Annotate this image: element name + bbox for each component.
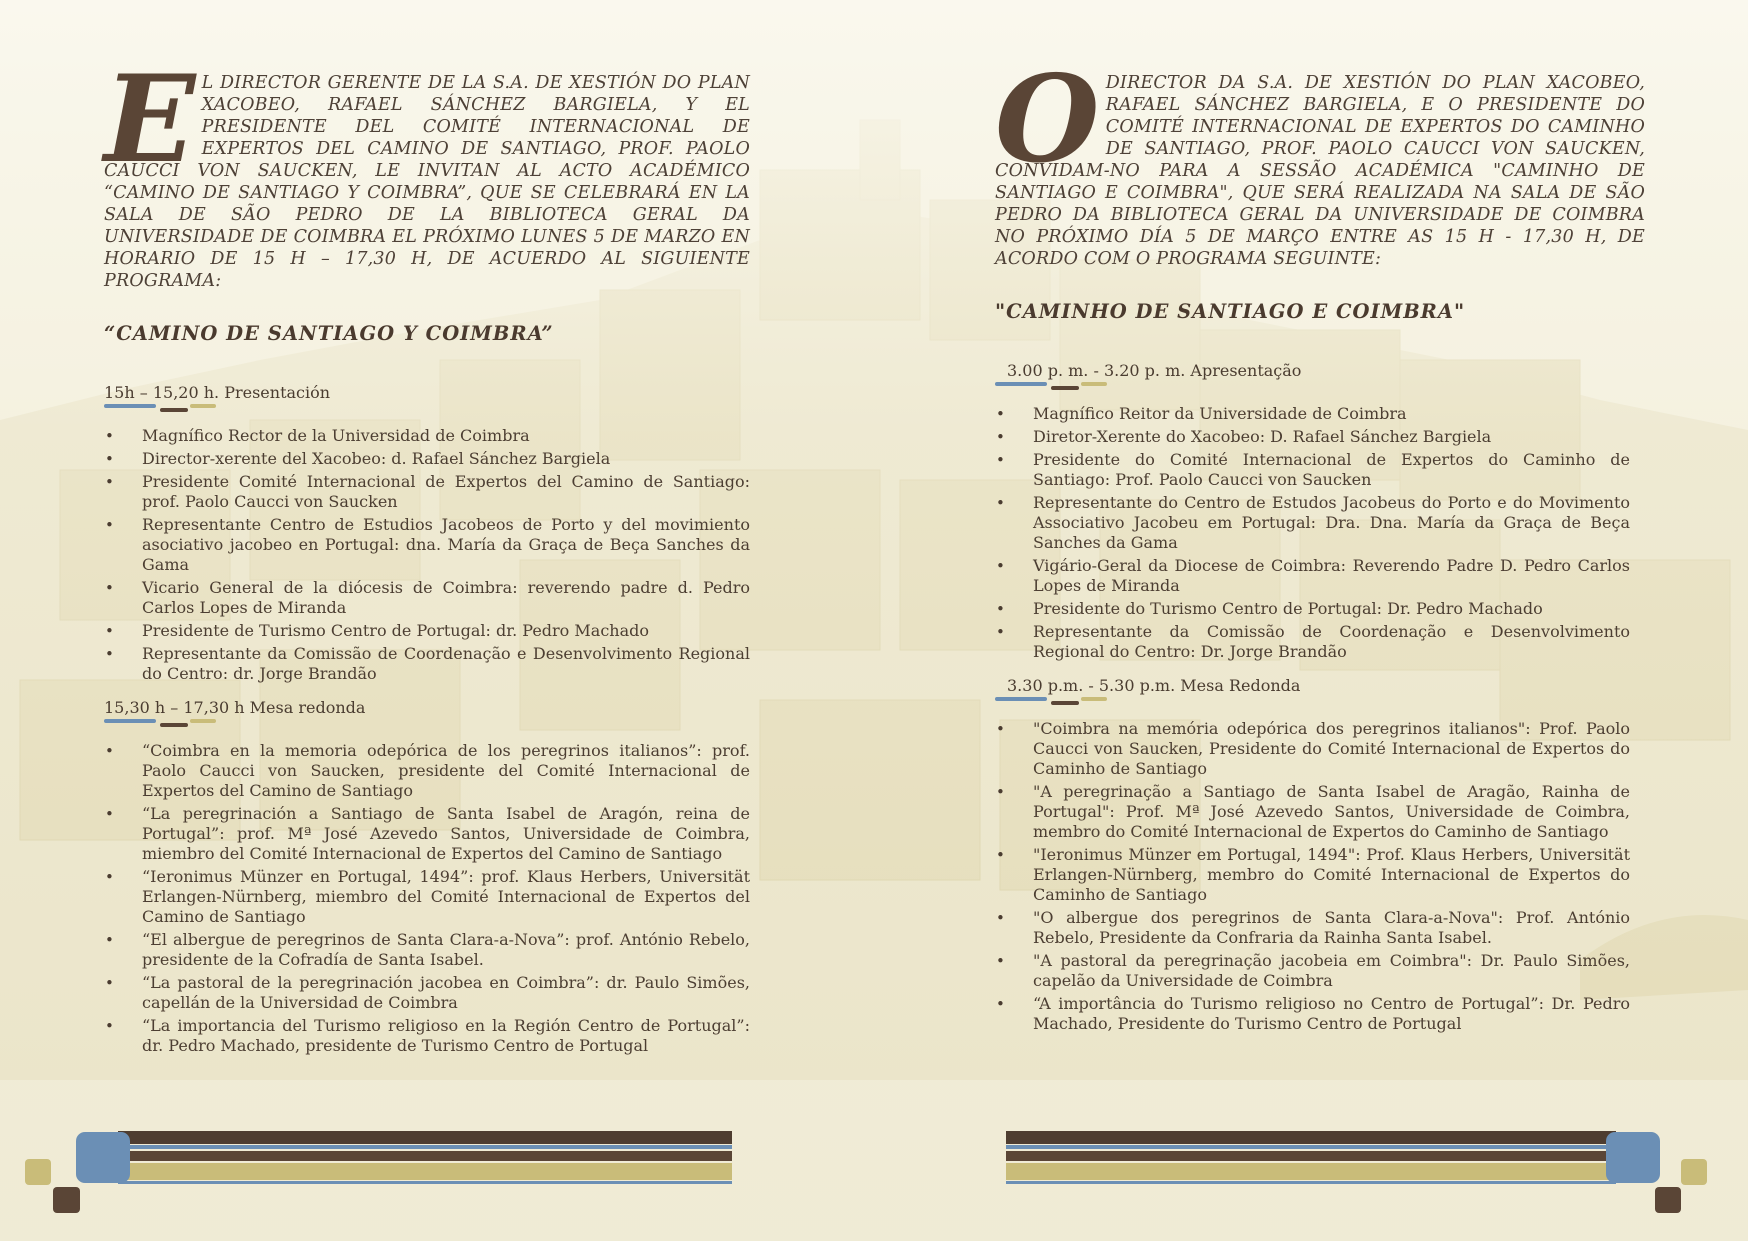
bullet-icon: • xyxy=(105,742,114,760)
bullet-icon: • xyxy=(996,405,1005,423)
list-item-text: "Coimbra na memória odepórica dos peregrinos italianos": Prof. Paolo Caucci von Saucken, Presidente do Comité Internacional de Expertos do Caminho de Santiago xyxy=(1033,719,1630,778)
list-item-text: Representante da Comissão de Coordenação e Desenvolvimento Regional do Centro: Dr. Jorge Brandão xyxy=(1033,622,1630,661)
list-item xyxy=(104,930,750,970)
list-item xyxy=(104,472,750,512)
bullet-icon: • xyxy=(996,909,1005,927)
list-item-text: Representante Centro de Estudios Jacobeos de Porto y del movimiento asociativo jacobeo en Portugal: dna. María da Graça de Beça Sanches da Gama xyxy=(142,515,750,574)
bullet-icon: • xyxy=(105,931,114,949)
bullet-icon: • xyxy=(996,995,1005,1013)
list-item-text: Representante da Comissão de Coordenação e Desenvolvimento Regional do Centro: dr. Jorge Brandão xyxy=(142,644,750,683)
bullet-icon: • xyxy=(105,1017,114,1035)
presentation-list-pt xyxy=(995,404,1630,662)
list-item xyxy=(104,973,750,1013)
bullet-icon: • xyxy=(996,783,1005,801)
list-item-text: Magnífico Reitor da Universidade de Coimbra xyxy=(1033,404,1407,423)
list-item-text: “El albergue de peregrinos de Santa Clara-a-Nova”: prof. António Rebelo, presidente de la Cofradía de Santa Isabel. xyxy=(142,930,750,969)
bullet-icon: • xyxy=(105,579,114,597)
list-item xyxy=(995,845,1630,905)
section-underline-bars xyxy=(104,719,750,727)
list-item-text: Vigário-Geral da Diocese de Coimbra: Reverendo Padre D. Pedro Carlos Lopes de Miranda xyxy=(1033,556,1630,595)
list-item xyxy=(995,404,1630,424)
list-item-text: “La importancia del Turismo religioso en la Región Centro de Portugal”: dr. Pedro Machado, presidente de Turismo Centro de Portugal xyxy=(142,1016,750,1055)
section-underline-bars xyxy=(104,404,750,412)
bullet-icon: • xyxy=(105,427,114,445)
bullet-icon: • xyxy=(996,557,1005,575)
section-roundtable-pt xyxy=(995,676,1645,705)
event-title-es: “CAMINO DE SANTIAGO Y COIMBRA” xyxy=(104,322,554,345)
bullet-icon: • xyxy=(996,952,1005,970)
list-item-text: "A pastoral da peregrinação jacobeia em Coimbra": Dr. Paulo Simões, capelão da Universidade de Coimbra xyxy=(1033,951,1630,990)
list-item xyxy=(104,741,750,801)
bullet-icon: • xyxy=(105,622,114,640)
list-item xyxy=(995,599,1630,619)
list-item xyxy=(995,994,1630,1034)
section-heading-es-1: 15h – 15,20 h. Presentación xyxy=(104,383,331,402)
list-item xyxy=(995,908,1630,948)
section-presentation-pt xyxy=(995,361,1645,390)
list-item-text: “Coimbra en la memoria odepórica de los peregrinos italianos”: prof. Paolo Caucci von Saucken, presidente del Comité Internacional de Expertos del Camino de Santiago xyxy=(142,741,750,800)
list-item-text: “A importância do Turismo religioso no Centro de Portugal”: Dr. Pedro Machado, Presidente do Turismo Centro de Portugal xyxy=(1033,994,1630,1033)
event-title-pt: "CAMINHO DE SANTIAGO E COIMBRA" xyxy=(995,300,1466,323)
list-item xyxy=(995,622,1630,662)
list-item xyxy=(104,515,750,575)
section-heading-es-2: 15,30 h – 17,30 h Mesa redonda xyxy=(104,698,366,717)
list-item xyxy=(104,426,750,446)
list-item xyxy=(104,449,750,469)
list-item-text: "A peregrinação a Santiago de Santa Isabel de Aragão, Rainha de Portugal": Prof. Mª José Azevedo Santos, Universidade de Coimbra, membro do Comité Internacional de Expertos do Caminho de Santiago xyxy=(1033,782,1630,841)
section-heading-pt-1: 3.00 p. m. - 3.20 p. m. Apresentação xyxy=(1007,361,1302,380)
list-item-text: Diretor-Xerente do Xacobeo: D. Rafael Sánchez Bargiela xyxy=(1033,427,1492,446)
list-item xyxy=(104,804,750,864)
bullet-icon: • xyxy=(996,600,1005,618)
list-item-text: Magnífico Rector de la Universidad de Coimbra xyxy=(142,426,530,445)
list-item-text: Presidente Comité Internacional de Expertos del Camino de Santiago: prof. Paolo Caucci von Saucken xyxy=(142,472,750,511)
bullet-icon: • xyxy=(996,494,1005,512)
list-item-text: Director-xerente del Xacobeo: d. Rafael Sánchez Bargiela xyxy=(142,449,611,468)
list-item xyxy=(104,644,750,684)
list-item-text: "Ieronimus Münzer em Portugal, 1494": Prof. Klaus Herbers, Universität Erlangen-Nürnberg, membro do Comité Internacional de Expertos do Caminho de Santiago xyxy=(1033,845,1630,904)
list-item xyxy=(995,556,1630,596)
bullet-icon: • xyxy=(996,451,1005,469)
intro-text-pt: DIRECTOR DA S.A. DE XESTIÓN DO PLAN XACOBEO, RAFAEL SÁNCHEZ BARGIELA, E O PRESIDENTE DO COMITÉ INTERNACIONAL DE EXPERTOS DO CAMINHO DE SANTIAGO, PROF. PAOLO CAUCCI VON SAUCKEN, CONVIDAM-NO PARA A SESSÃO ACADÉMICA "CAMINHO DE SANTIAGO E COIMBRA", QUE SERÁ REALIZADA NA SALA DE SÃO PEDRO DA BIBLIOTECA GERAL DA UNIVERSIDADE DE COIMBRA NO PRÓXIMO DÍA 5 DE MARÇO ENTRE AS 15 H - 17,30 H, DE ACORDO COM O PROGRAMA SEGUINTE: xyxy=(995,73,1645,269)
bullet-icon: • xyxy=(996,846,1005,864)
section-underline-bars xyxy=(995,382,1645,390)
dropcap-es: E xyxy=(104,49,196,190)
list-item xyxy=(995,450,1630,490)
intro-paragraph-es xyxy=(104,49,750,292)
list-item xyxy=(995,719,1630,779)
list-item-text: “La pastoral de la peregrinación jacobea en Coimbra”: dr. Paulo Simões, capellán de la Universidad de Coimbra xyxy=(142,973,750,1012)
section-heading-pt-2: 3.30 p.m. - 5.30 p.m. Mesa Redonda xyxy=(1007,676,1301,695)
list-item xyxy=(995,951,1630,991)
list-item xyxy=(104,867,750,927)
dropcap-pt: O xyxy=(995,49,1100,190)
list-item xyxy=(104,621,750,641)
bullet-icon: • xyxy=(105,450,114,468)
list-item-text: Presidente do Turismo Centro de Portugal: Dr. Pedro Machado xyxy=(1033,599,1543,618)
list-item xyxy=(995,493,1630,553)
list-item xyxy=(995,427,1630,447)
list-item xyxy=(104,1016,750,1056)
list-item-text: Representante do Centro de Estudos Jacobeus do Porto e do Movimento Associativo Jacobeu em Portugal: Dra. Dna. María da Graça de Beça Sanches da Gama xyxy=(1033,493,1630,552)
presentation-list-es xyxy=(104,426,750,684)
bullet-icon: • xyxy=(105,868,114,886)
list-item-text: "O albergue dos peregrinos de Santa Clara-a-Nova": Prof. António Rebelo, Presidente da Confraria da Rainha Santa Isabel. xyxy=(1033,908,1630,947)
section-roundtable-es xyxy=(104,698,750,727)
list-item-text: “Ieronimus Münzer en Portugal, 1494”: prof. Klaus Herbers, Universität Erlangen-Nürnberg, miembro del Comité Internacional de Expertos del Camino de Santiago xyxy=(142,867,750,926)
section-presentation-es xyxy=(104,383,750,412)
bullet-icon: • xyxy=(105,473,114,491)
list-item-text: Vicario General de la diócesis de Coimbra: reverendo padre d. Pedro Carlos Lopes de Miranda xyxy=(142,578,750,617)
bullet-icon: • xyxy=(996,720,1005,738)
roundtable-list-es xyxy=(104,741,750,1056)
spanish-column xyxy=(104,49,750,1059)
list-item-text: “La peregrinación a Santiago de Santa Isabel de Aragón, reina de Portugal”: prof. Mª José Azevedo Santos, Universidade de Coimbra, miembro del Comité Internacional de Expertos del Camino de Santiago xyxy=(142,804,750,863)
list-item xyxy=(995,782,1630,842)
bullet-icon: • xyxy=(996,623,1005,641)
list-item-text: Presidente de Turismo Centro de Portugal: dr. Pedro Machado xyxy=(142,621,649,640)
section-underline-bars xyxy=(995,697,1645,705)
bullet-icon: • xyxy=(105,645,114,663)
portuguese-column xyxy=(995,49,1645,1037)
roundtable-list-pt xyxy=(995,719,1630,1034)
intro-paragraph-pt xyxy=(995,49,1645,270)
bullet-icon: • xyxy=(996,428,1005,446)
bullet-icon: • xyxy=(105,974,114,992)
intro-text-es: L DIRECTOR GERENTE DE LA S.A. DE XESTIÓN DO PLAN XACOBEO, RAFAEL SÁNCHEZ BARGIELA, Y EL PRESIDENTE DEL COMITÉ INTERNACIONAL DE EXPERTOS DEL CAMINO DE SANTIAGO, PROF. PAOLO CAUCCI VON SAUCKEN, LE INVITAN AL ACTO ACADÉMICO “CAMINO DE SANTIAGO Y COIMBRA”, QUE SE CELEBRARÁ EN LA SALA DE SÃO PEDRO DE LA BIBLIOTECA GERAL DA UNIVERSIDADE DE COIMBRA EL PRÓXIMO LUNES 5 DE MARZO EN HORARIO DE 15 H – 17,30 H, DE ACUERDO AL SIGUIENTE PROGRAMA: xyxy=(104,73,750,291)
bullet-icon: • xyxy=(105,516,114,534)
list-item-text: Presidente do Comité Internacional de Expertos do Caminho de Santiago: Prof. Paolo Caucci von Saucken xyxy=(1033,450,1630,489)
bullet-icon: • xyxy=(105,805,114,823)
list-item xyxy=(104,578,750,618)
